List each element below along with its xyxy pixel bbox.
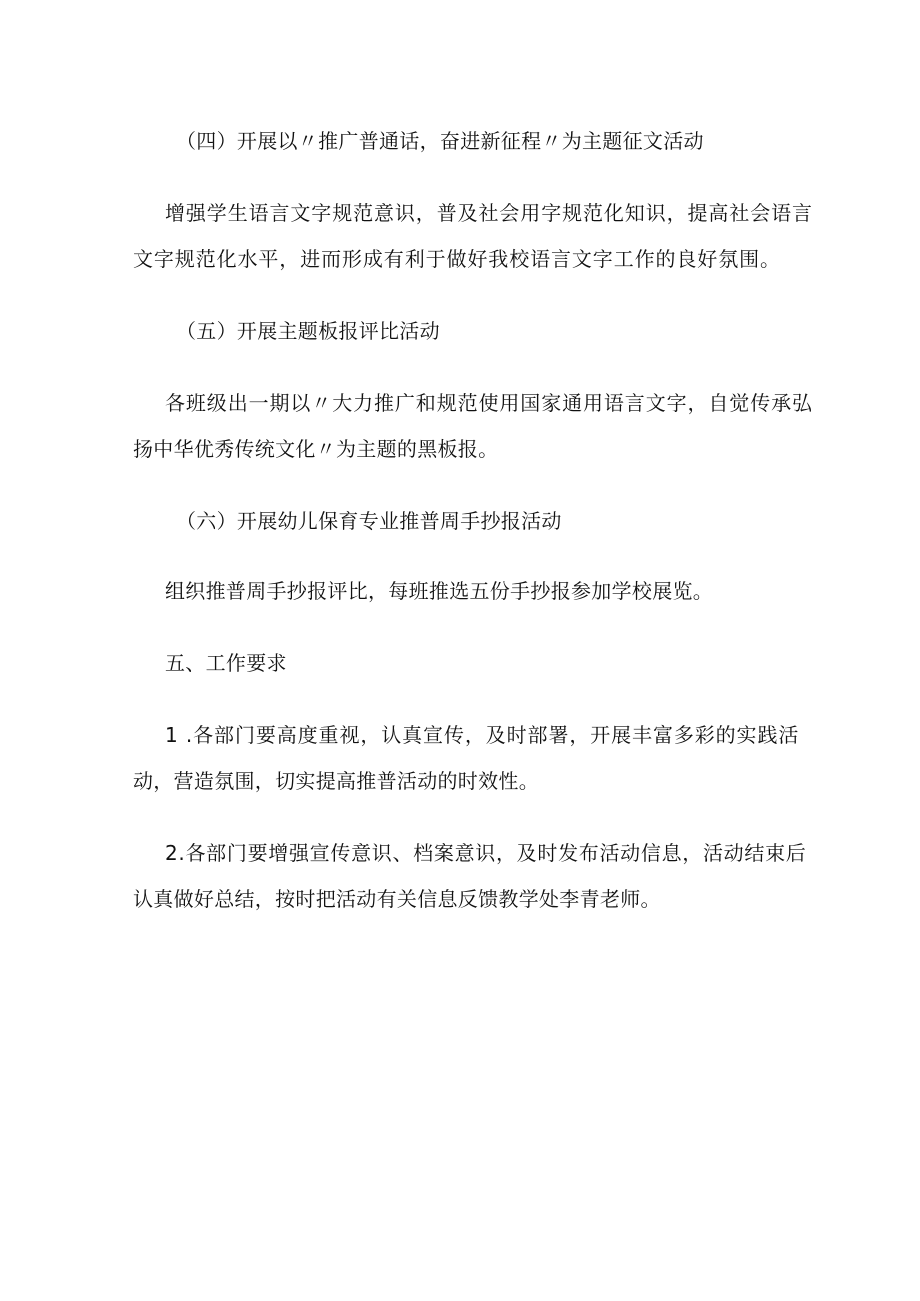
section-heading-6: （六）开展幼儿保育专业推普周手抄报活动 bbox=[176, 509, 562, 533]
paragraph-line: 各班级出一期以〃大力推广和规范使用国家通用语言文字，自觉传承弘 bbox=[165, 391, 813, 415]
list-item-2-line: 认真做好总结，按时把活动有关信息反馈教学处李青老师。 bbox=[133, 887, 661, 911]
section-heading-4: （四）开展以〃推广普通话，奋进新征程〃为主题征文活动 bbox=[176, 129, 704, 153]
list-item-1-line: 1 .各部门要高度重视，认真宣传，及时部署，开展丰富多彩的实践活 bbox=[165, 723, 800, 747]
section-heading-work-requirements: 五、工作要求 bbox=[165, 651, 287, 675]
paragraph-line: 组织推普周手抄报评比，每班推选五份手抄报参加学校展览。 bbox=[165, 579, 714, 603]
paragraph-line: 文字规范化水平，进而形成有利于做好我校语言文字工作的良好氛围。 bbox=[133, 247, 781, 271]
list-item-1-line: 动，营造氛围，切实提高推普活动的时效性。 bbox=[133, 769, 539, 793]
list-item-2-line: 2.各部门要增强宣传意识、档案意识，及时发布活动信息，活动结束后 bbox=[165, 841, 807, 865]
section-heading-5: （五）开展主题板报评比活动 bbox=[176, 319, 440, 343]
paragraph-line: 增强学生语言文字规范意识，普及社会用字规范化知识，提高社会语言 bbox=[165, 201, 813, 225]
paragraph-line: 扬中华优秀传统文化〃为主题的黑板报。 bbox=[133, 437, 499, 461]
